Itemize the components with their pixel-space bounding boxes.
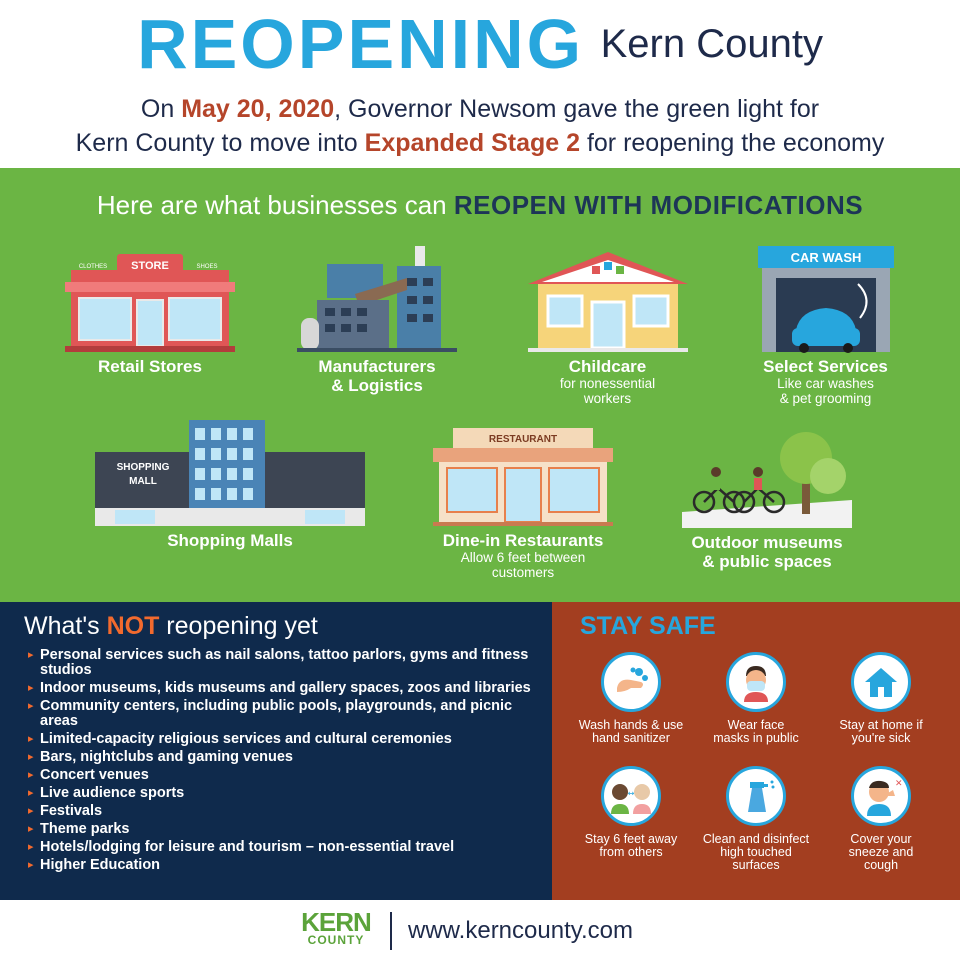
face-mask-icon [726,652,786,712]
announcement-part: for reopening the economy [580,129,885,157]
list-item: ▸ Theme parks [28,822,538,837]
announcement-date: May 20, 2020 [181,95,335,123]
social-distance-icon [601,766,661,826]
reopen-heading [0,190,960,221]
business-manufacturers [282,244,472,395]
footer [0,900,960,960]
list-item: ▸ Higher Education [28,858,538,873]
list-item: ▸ Community centers, including public pools, playgrounds, and picnic areas [28,699,538,729]
list-item: ▸ Concert venues [28,768,538,783]
business-note: Allow 6 feet between customers [460,550,586,580]
business-retail-stores [60,252,240,376]
home-icon [851,652,911,712]
tip-label: Stay 6 feet away from others [584,832,678,859]
not-reopening-heading-prefix: What's [24,612,107,640]
reopen-heading-prefix: Here are what businesses can [96,190,454,220]
logo-county: COUNTY [307,933,365,947]
list-item: ▸ Bars, nightclubs and gaming venues [28,750,538,765]
list-item: ▸ Festivals [28,804,538,819]
kern-county-logo [296,907,376,947]
restaurant-icon [433,428,613,526]
business-childcare [520,252,695,406]
tip-label: Stay at home if you're sick [839,718,923,745]
store-sign-right: SHOES [196,264,218,270]
car-wash-icon [756,244,896,352]
business-name: Shopping Malls [167,531,293,550]
business-name: Dine-in Restaurants [442,531,604,550]
store-sign: STORE [131,260,169,272]
restaurant-sign: RESTAURANT [488,434,558,445]
shopping-mall-icon [95,420,365,526]
tip-disinfect [691,766,821,872]
tip-label: Clean and disinfect high touched surfaces [702,832,810,872]
factory-icon [297,244,457,352]
tip-label: Wash hands & use hand sanitizer [578,718,684,745]
tip-label: Wear face masks in public [713,718,799,745]
hand-wash-icon [601,652,661,712]
tip-wash-hands [566,652,696,745]
announcement-text [0,92,960,160]
reopen-section [0,168,960,602]
announcement-stage: Expanded Stage 2 [364,129,581,157]
tip-label: Cover your sneeze and cough [848,832,914,872]
business-select-services [738,244,913,406]
list-item: ▸ Live audience sports [28,786,538,801]
spray-bottle-icon [726,766,786,826]
business-name: Outdoor museums & public spaces [691,533,843,571]
business-note: for nonessential workers [559,376,656,406]
not-reopening-heading-suffix: reopening yet [159,612,318,640]
mall-sign-line1: SHOPPING [116,462,170,473]
announcement-part: On [140,95,182,123]
tip-wear-masks [691,652,821,745]
business-name: Select Services [763,357,888,376]
not-reopening-heading-bold: NOT [106,612,160,640]
reopen-heading-bold: REOPEN WITH MODIFICATIONS [453,190,864,220]
list-item: ▸ Personal services such as nail salons, tattoo parlors, gyms and fitness studios [28,648,538,678]
website-link[interactable]: www.kerncounty.com [408,917,633,944]
logo-kern: KERN [301,907,371,937]
business-outdoor-museums [672,428,862,571]
list-item: ▸ Indoor museums, kids museums and gallery spaces, zoos and libraries [28,681,538,696]
business-name: Retail Stores [98,357,202,376]
store-icon [65,252,235,352]
tip-distance [566,766,696,859]
business-name: Manufacturers & Logistics [318,357,436,395]
tip-stay-home [816,652,946,745]
svg-text:↔: ↔ [627,789,635,798]
stay-safe-section [552,602,960,900]
announcement-part: , Governor Newsom gave the green light for [334,95,820,123]
not-reopening-heading [24,612,318,641]
title-row [0,4,960,84]
business-dine-in-restaurants [418,428,628,580]
page-title: REOPENING [137,5,585,83]
list-item: ▸ Limited-capacity religious services and cultural ceremonies [28,732,538,747]
business-note: Like car washes & pet grooming [777,376,874,406]
stay-safe-heading: STAY SAFE [580,612,716,640]
business-shopping-malls [90,420,370,550]
childcare-building-icon [528,252,688,352]
header [0,0,960,170]
list-item: ▸ Hotels/lodging for leisure and tourism – non-essential travel [28,840,538,855]
not-reopening-section [0,602,552,900]
business-name: Childcare [568,357,647,376]
announcement-part: Kern County to move into [75,129,365,157]
store-sign-left: CLOTHES [78,264,108,270]
not-reopening-list [28,648,538,876]
tip-cover-sneeze [816,766,946,872]
car-wash-sign: CAR WASH [790,250,861,265]
footer-divider [390,912,392,950]
park-bikes-icon [682,428,852,528]
page-title-county: Kern County [600,21,823,66]
mall-sign-line2: MALL [129,476,157,487]
sneeze-icon [851,766,911,826]
svg-text:✕: ✕ [895,779,903,789]
